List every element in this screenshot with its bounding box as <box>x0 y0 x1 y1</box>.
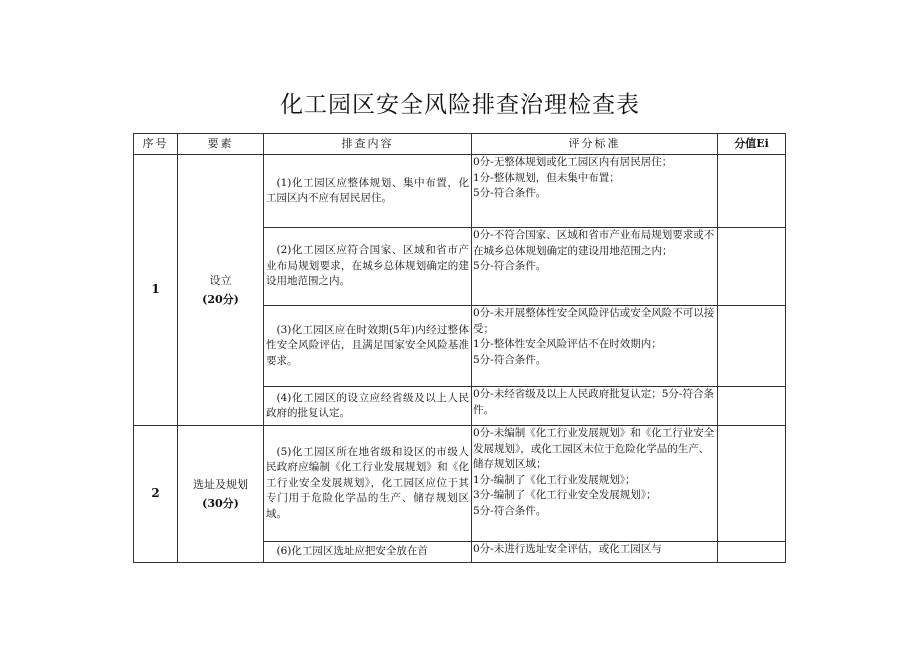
header-element: 要素 <box>178 134 264 155</box>
table-row <box>134 155 786 228</box>
header-content: 排查内容 <box>264 134 472 155</box>
standard-line: 1分-编制了《化工行业发展规划》； <box>473 473 636 486</box>
content-text: (6)化工园区选址应把安全放在首 <box>276 545 428 558</box>
element-score: (20分) <box>202 293 239 306</box>
content-cell <box>264 306 472 387</box>
content-text: (1)化工园区应整体规划、集中布置，化工园区内不应有居民居住。 <box>266 176 469 204</box>
standard-line: 5分-符合条件。 <box>473 260 547 272</box>
header-no: 序号 <box>134 134 178 155</box>
standard-line: 5分-符合条件。 <box>473 504 547 517</box>
inspection-table <box>133 133 786 563</box>
value-cell <box>718 542 786 563</box>
header-standard: 评分标准 <box>472 134 718 155</box>
page-title: 化工园区安全风险排查治理检查表 <box>280 92 640 118</box>
content-cell <box>264 387 472 426</box>
standard-line: 5分-符合条件。 <box>473 187 547 199</box>
section-no: 2 <box>134 426 178 563</box>
standard-line: 1分-整体性安全风险评估不在时效期内； <box>473 338 662 350</box>
standard-line: 0分-未进行选址安全评估，或化工园区与 <box>473 543 662 555</box>
content-cell <box>264 155 472 228</box>
standard-line: 0分-不符合国家、区域和省市产业布局规划要求或不在城乡总体规划确定的建设用地范围之内； <box>473 229 715 257</box>
standard-cell <box>472 387 718 426</box>
table-header-row <box>134 134 786 155</box>
standard-line: 5分-符合条件。 <box>473 353 547 366</box>
standard-line: 1分-整体规划，但未集中布置； <box>473 171 620 184</box>
element-label: 设立 <box>209 274 232 287</box>
content-text: (2)化工园区应符合国家、区域和省市产业布局规划要求，在城乡总体规划确定的建设用地范围之内。 <box>266 244 469 288</box>
content-text: (4)化工园区的设立应经省级及以上人民政府的批复认定。 <box>266 391 469 419</box>
standard-line: 3分-编制了《化工行业安全发展规划》； <box>473 489 657 501</box>
content-text: (5)化工园区所在地省级和设区的市级人民政府应编制《化工行业发展规划》和《化工行业安全发展规划》，化工园区应位于其专门用于危险化学品的生产、储存规划区域。 <box>266 445 469 520</box>
standard-line: 0分-未编制《化工行业发展规划》和《化工行业安全发展规划》，或化工园区未位于危险化学品的生产、储存规划区域； <box>473 427 715 470</box>
standard-line: 0分-无整体规划或化工园区内有居民居住； <box>473 156 673 168</box>
content-cell <box>264 542 472 563</box>
value-cell <box>718 306 786 387</box>
element-label: 选址及规划 <box>193 478 248 491</box>
value-cell <box>718 228 786 306</box>
standard-cell <box>472 228 718 306</box>
standard-cell <box>472 542 718 563</box>
table-row <box>134 426 786 542</box>
value-cell <box>718 155 786 228</box>
standard-line: 0分-未经省级及以上人民政府批复认定；5分-符合条件。 <box>473 388 714 416</box>
standard-cell <box>472 155 718 228</box>
standard-cell <box>472 306 718 387</box>
section-element <box>178 155 264 426</box>
standard-line: 0分-未开展整体性安全风险评估或安全风险不可以接受； <box>473 307 715 335</box>
standard-cell <box>472 426 718 542</box>
header-value: 分值Ei <box>718 134 786 155</box>
content-text: (3)化工园区应在时效期(5年)内经过整体性安全风险评估，且满足国家安全风险基准要求。 <box>266 323 469 367</box>
value-cell <box>718 387 786 426</box>
section-no: 1 <box>134 155 178 426</box>
value-cell <box>718 426 786 542</box>
element-score: (30分) <box>202 497 239 510</box>
content-cell <box>264 426 472 542</box>
section-element <box>178 426 264 563</box>
content-cell <box>264 228 472 306</box>
